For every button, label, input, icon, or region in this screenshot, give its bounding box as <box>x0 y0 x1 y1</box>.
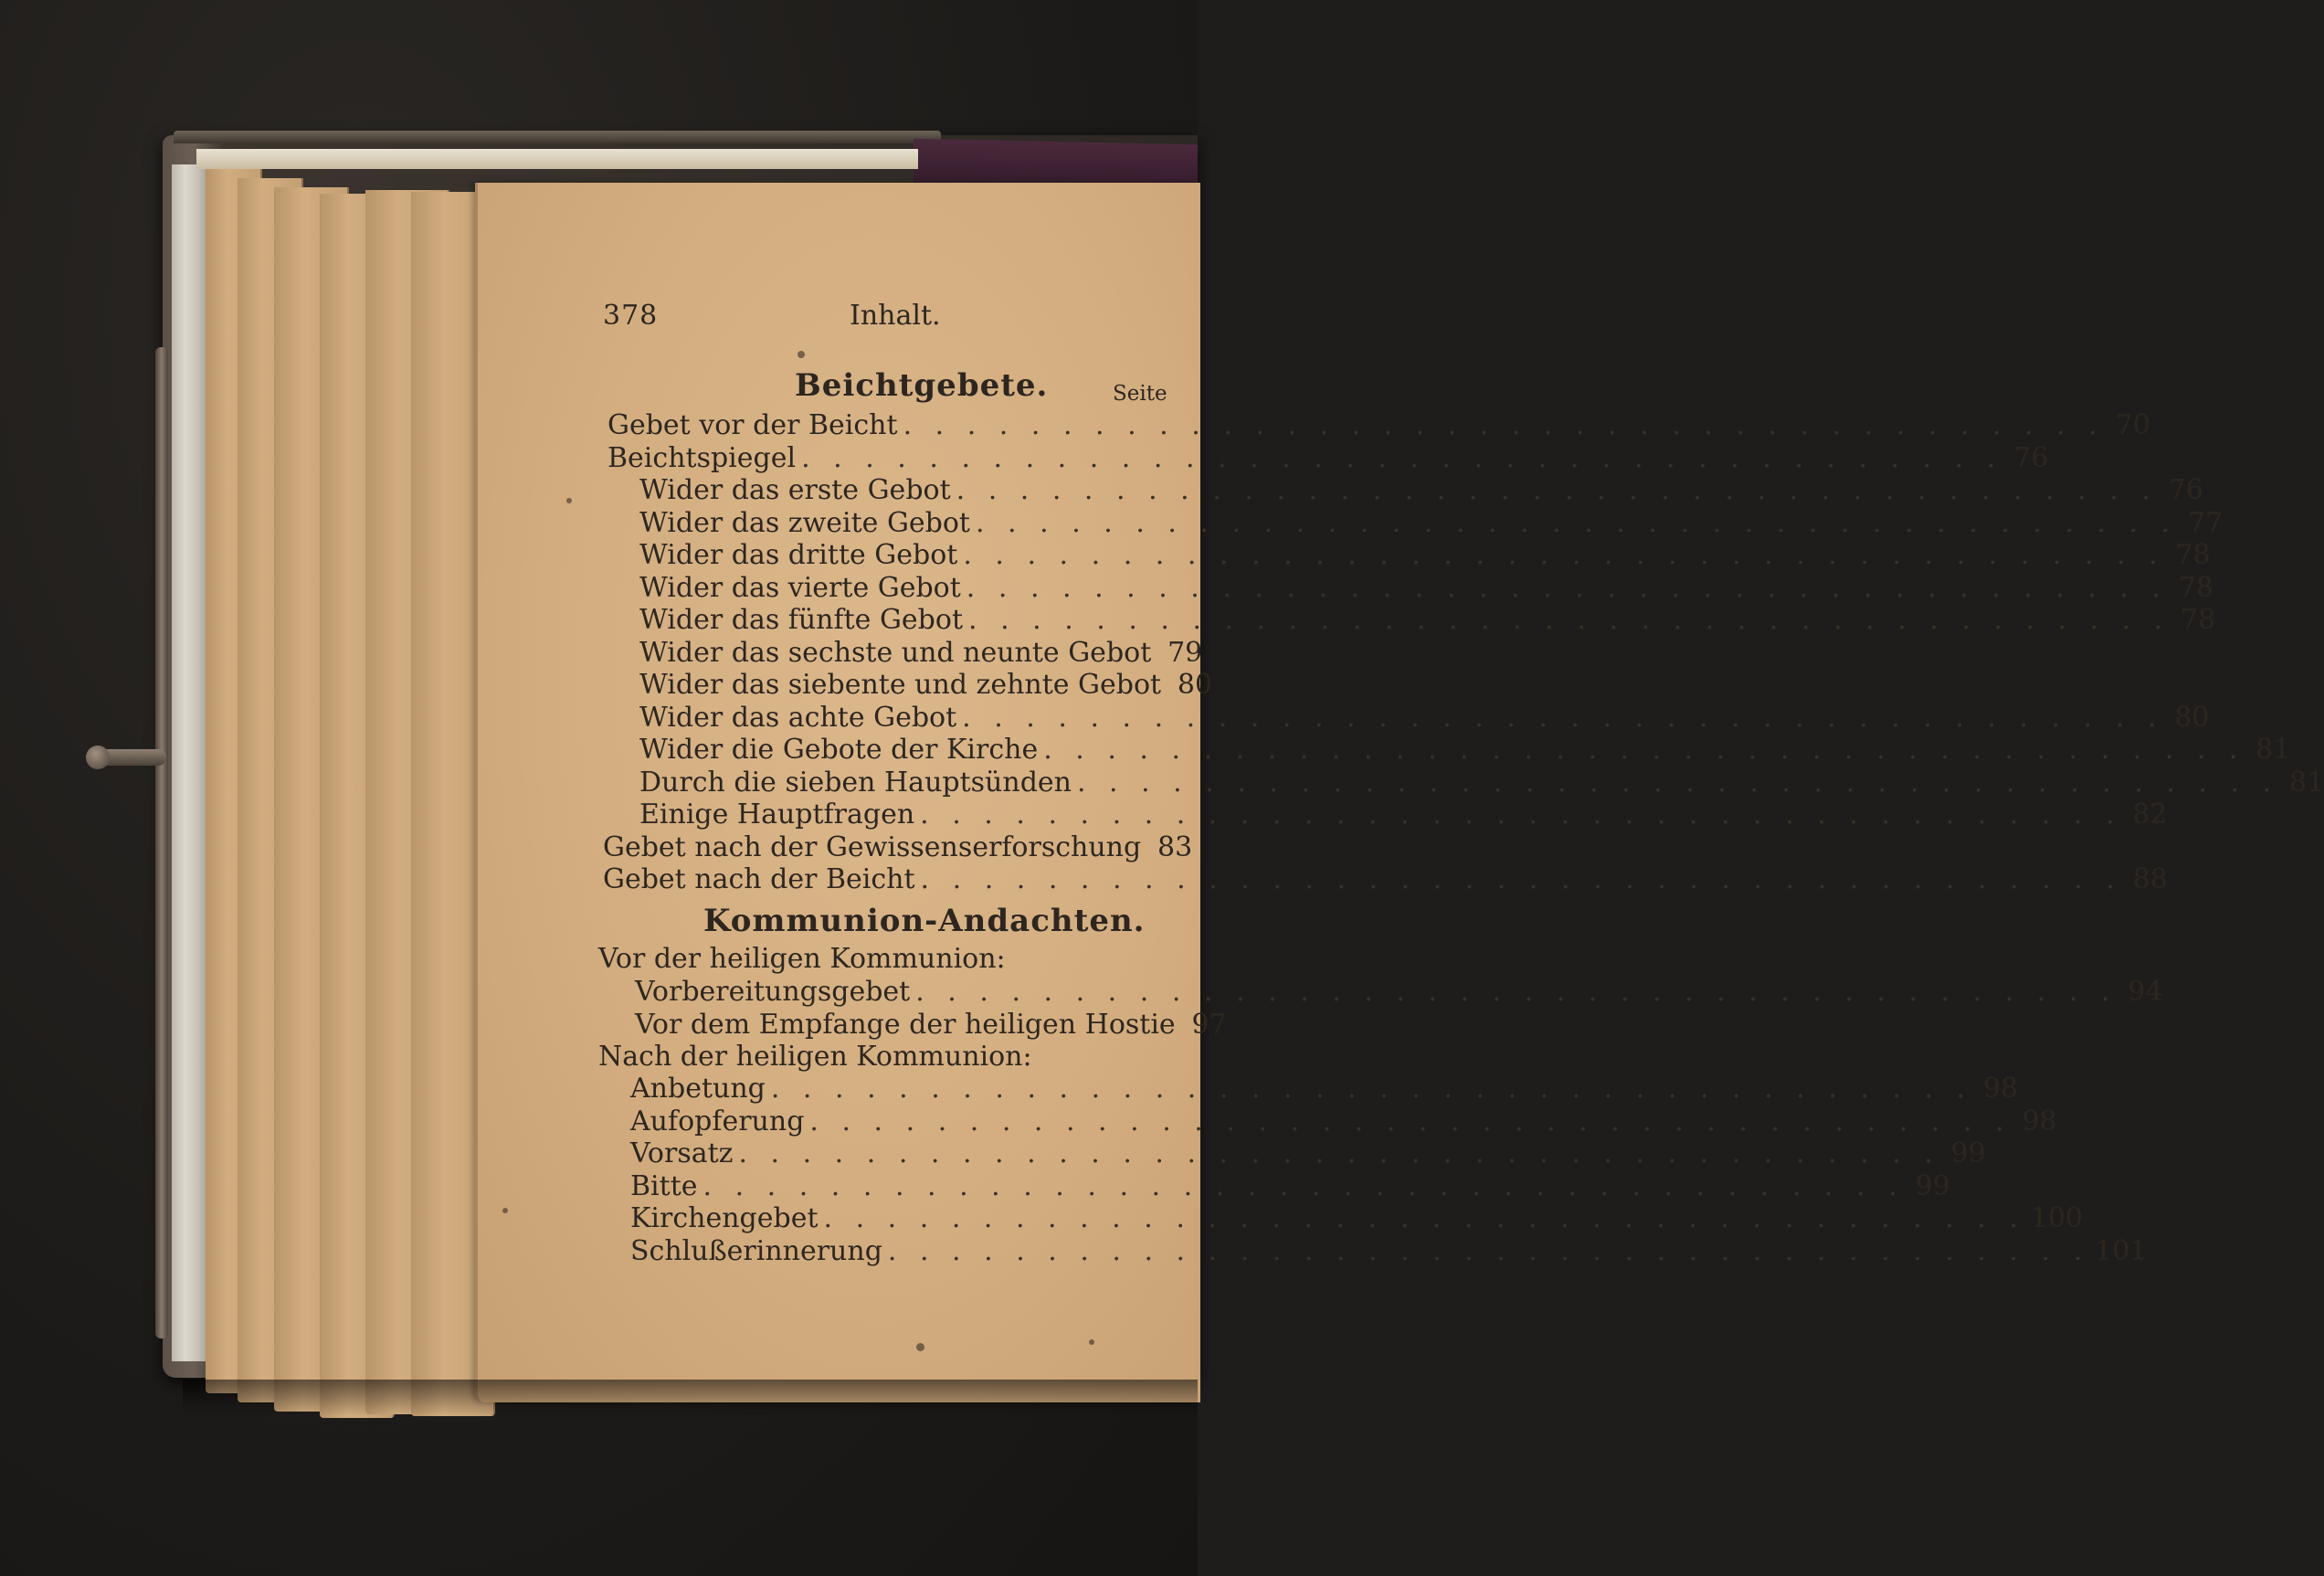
toc-subheading-before: Vor der heiligen Kommunion: <box>598 943 1006 975</box>
dot-leader <box>824 1202 2025 1234</box>
toc-entry-page: 76 <box>2013 441 2049 474</box>
toc-entry <box>630 1105 2057 1137</box>
toc-entry <box>603 863 2168 895</box>
page-edge-top <box>196 149 918 169</box>
toc-entry <box>639 734 2291 766</box>
toc-entry <box>639 766 2324 799</box>
toc-entry <box>639 669 1213 701</box>
dot-leader <box>976 507 2177 539</box>
toc-entry-page: 98 <box>1982 1073 2019 1105</box>
toc-entry-page: 101 <box>2095 1234 2148 1267</box>
toc-entry-title: Anbetung <box>630 1073 766 1105</box>
section-heading-beichtgebete: Beichtgebete. <box>795 367 1049 404</box>
cover-top-edge <box>174 131 941 143</box>
dot-leader <box>963 539 2164 571</box>
toc-entry-title: Wider das zweite Gebot <box>639 506 970 539</box>
clasp-bar <box>155 347 168 1338</box>
toc-entry-page: 81 <box>2289 766 2324 799</box>
paper-speck <box>502 1208 508 1213</box>
toc-entry <box>639 539 2211 571</box>
toc-entry <box>630 1073 2019 1105</box>
dot-leader <box>771 1073 1972 1105</box>
toc-entry <box>630 1202 2084 1234</box>
dot-leader <box>956 474 2158 506</box>
toc-entry <box>639 571 2214 604</box>
dot-leader <box>903 409 2105 441</box>
dot-leader <box>967 572 2168 604</box>
toc-entry-page: 99 <box>1915 1169 1950 1202</box>
section-heading-kommunion: Kommunion-Andachten. <box>703 903 1146 939</box>
toc-entry-title: Wider das achte Gebot <box>639 701 957 734</box>
toc-entry <box>635 976 2163 1008</box>
paper-speck <box>1089 1339 1094 1345</box>
toc-entry-page: 80 <box>2174 701 2210 734</box>
toc-entry <box>639 701 2210 734</box>
toc-entry <box>630 1137 1986 1169</box>
toc-entry-page: 100 <box>2030 1202 2084 1234</box>
toc-entry-title: Beichtspiegel <box>607 441 797 474</box>
toc-entry-title: Wider das dritte Gebot <box>639 539 958 571</box>
dot-leader <box>801 442 2002 474</box>
dot-leader <box>962 702 2163 734</box>
dot-leader <box>915 976 2117 1008</box>
toc-entry-title: Gebet vor der Beicht <box>607 409 898 441</box>
page-number: 378 <box>603 300 659 332</box>
paper-speck <box>798 351 805 358</box>
page-edge-fore <box>172 164 210 1361</box>
toc-entry-page: 70 <box>2115 409 2150 441</box>
toc-subheading-after: Nach der heiligen Kommunion: <box>598 1041 1032 1073</box>
page-header <box>603 300 1169 340</box>
toc-entry <box>630 1169 1950 1202</box>
toc-entry <box>639 636 1203 669</box>
toc-entry-page: 78 <box>2175 539 2211 571</box>
dot-leader <box>921 863 2122 895</box>
dot-leader <box>1077 767 2278 799</box>
toc-entry-title: Wider das sechste und neunte Gebot <box>639 636 1152 669</box>
toc-entry <box>639 506 2224 539</box>
bottom-shadow <box>183 1380 1198 1416</box>
toc-entry-title: Wider die Gebote der Kirche <box>639 734 1039 766</box>
dot-leader <box>809 1105 2011 1137</box>
toc-entry-page: 80 <box>1177 669 1213 701</box>
toc-entry-page: 78 <box>2178 571 2214 604</box>
toc-entry-title: Vorbereitungsgebet <box>635 976 911 1008</box>
toc-entry-title: Gebet nach der Gewissenserforschung <box>603 830 1142 863</box>
running-title: Inhalt. <box>850 300 941 332</box>
toc-entry-title: Schlußerinnerung <box>630 1234 882 1267</box>
toc-entry-title: Bitte <box>630 1169 698 1202</box>
toc-entry-page: 79 <box>1167 636 1203 669</box>
toc-entry-title: Wider das vierte Gebot <box>639 571 961 604</box>
dot-leader <box>738 1137 1939 1169</box>
toc-entry-title: Wider das siebente und zehnte Gebot <box>639 669 1162 701</box>
toc-entry-page: 99 <box>1950 1137 1986 1169</box>
toc-entry-page: 82 <box>2132 799 2168 830</box>
toc-entry-page: 78 <box>2181 604 2216 636</box>
toc-entry-page: 76 <box>2168 474 2203 506</box>
toc-entry-title: Vorsatz <box>630 1137 734 1169</box>
paper-speck <box>566 498 572 503</box>
dot-leader <box>703 1170 1905 1202</box>
toc-entry <box>635 1008 1227 1041</box>
toc-entry <box>639 474 2203 506</box>
toc-entry-page: 97 <box>1191 1008 1227 1041</box>
toc-entry <box>607 441 2049 474</box>
dot-leader <box>888 1235 2089 1267</box>
toc-entry-title: Wider das erste Gebot <box>639 474 951 506</box>
dot-leader <box>968 604 2170 636</box>
dot-leader <box>1043 734 2245 766</box>
toc-entry-title: Wider das fünfte Gebot <box>639 604 963 636</box>
paper-speck <box>916 1343 924 1351</box>
toc-entry <box>603 830 1193 863</box>
toc-entry <box>639 799 2168 830</box>
toc-entry-page: 98 <box>2022 1105 2057 1137</box>
toc-entry-title: Einige Hauptfragen <box>639 799 915 830</box>
toc-entry-page: 88 <box>2132 863 2168 895</box>
toc-entry-page: 77 <box>2188 506 2224 539</box>
clasp-knob <box>91 749 166 766</box>
toc-entry-title: Kirchengebet <box>630 1202 819 1234</box>
toc-entry-page: 81 <box>2255 734 2291 766</box>
toc-entry-page: 94 <box>2128 976 2163 1008</box>
toc-entry <box>630 1234 2148 1267</box>
toc-entry-title: Durch die sieben Hauptsünden <box>639 766 1072 799</box>
toc-entry-title: Aufopferung <box>630 1105 805 1137</box>
toc-entry-page: 83 <box>1157 830 1193 863</box>
toc-entry-title: Vor dem Empfange der heiligen Hostie <box>635 1008 1176 1041</box>
page-column-label: Seite <box>1113 382 1167 406</box>
toc-entry-title: Gebet nach der Beicht <box>603 863 915 895</box>
dot-leader <box>920 799 2121 830</box>
toc-entry <box>607 409 2150 441</box>
toc-entry <box>639 604 2216 636</box>
